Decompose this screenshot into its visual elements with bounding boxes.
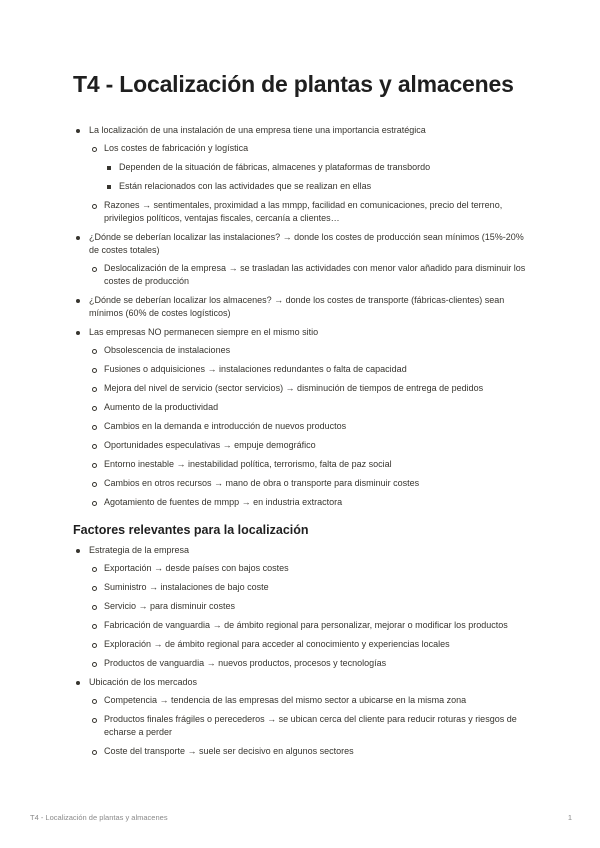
footer-document-title: T4 - Localización de plantas y almacenes <box>30 813 168 822</box>
list-item-text: Ubicación de los mercados <box>89 677 198 687</box>
page-title: T4 - Localización de plantas y almacenes <box>73 71 514 97</box>
list-item-text: Obsolescencia de instalaciones <box>104 345 231 355</box>
list-item <box>73 231 535 288</box>
list-item-text: Oportunidades especulativas → empuje demográfico <box>104 440 316 450</box>
sub-list <box>89 142 535 225</box>
bullet-circle <box>92 444 97 449</box>
list-item <box>104 180 535 193</box>
list-item <box>89 581 535 594</box>
bullet-circle <box>92 662 97 667</box>
list-item <box>73 124 535 225</box>
list-item <box>89 477 535 490</box>
bullet-circle <box>92 699 97 704</box>
list-item-text: Fabricación de vanguardia → de ámbito regional para personalizar, mejorar o modificar los productos <box>104 620 508 630</box>
list-item-text: Agotamiento de fuentes de mmpp → en industria extractora <box>104 497 343 507</box>
list-item <box>89 142 535 193</box>
bullet-circle <box>92 387 97 392</box>
bullet-disc <box>76 129 80 133</box>
bullet-disc <box>76 236 80 240</box>
list-item <box>89 420 535 433</box>
bullet-square <box>107 185 111 189</box>
list-item-text: Suministro → instalaciones de bajo coste <box>104 582 269 592</box>
bullet-disc <box>76 681 80 685</box>
list-item-text: La localización de una instalación de una empresa tiene una importancia estratégica <box>89 125 426 135</box>
bullet-circle <box>92 567 97 572</box>
list-item <box>73 294 535 320</box>
main-list <box>73 124 535 509</box>
list-item-text: Dependen de la situación de fábricas, almacenes y plataformas de transbordo <box>119 162 431 172</box>
list-item <box>89 713 535 739</box>
list-item-text: Estrategia de la empresa <box>89 545 190 555</box>
bullet-circle <box>92 463 97 468</box>
sub-list <box>89 694 535 758</box>
bullet-circle <box>92 624 97 629</box>
section-heading: Factores relevantes para la localización <box>73 523 309 537</box>
list-item-text: Cambios en otros recursos → mano de obra o transporte para disminuir costes <box>104 478 420 488</box>
list-item <box>89 401 535 414</box>
list-item-text: ¿Dónde se deberían localizar los almacenes? → donde los costes de transporte (fábricas-clientes) sean mínimos (60% de costes logísticos) <box>89 295 505 318</box>
footer-page-number: 1 <box>567 813 572 822</box>
list-item <box>73 544 535 670</box>
list-item-text: Cambios en la demanda e introducción de nuevos productos <box>104 421 347 431</box>
bullet-circle <box>92 368 97 373</box>
bullet-circle <box>92 406 97 411</box>
list-item-text: Mejora del nivel de servicio (sector servicios) → disminución de tiempos de entrega de pedidos <box>104 383 484 393</box>
list-item <box>89 199 535 225</box>
list-item <box>89 562 535 575</box>
list-item-text: Están relacionados con las actividades que se realizan en ellas <box>119 181 372 191</box>
bullet-square <box>107 166 111 170</box>
list-item <box>89 638 535 651</box>
list-item <box>89 694 535 707</box>
bullet-circle <box>92 204 97 209</box>
list-item <box>89 382 535 395</box>
list-item-text: Competencia → tendencia de las empresas del mismo sector a ubicarse en la misma zona <box>104 695 467 705</box>
list-item-text: Los costes de fabricación y logística <box>104 143 249 153</box>
bullet-circle <box>92 147 97 152</box>
list-item-text: Exploración → de ámbito regional para acceder al conocimiento y experiencias locales <box>104 639 450 649</box>
list-item-text: Entorno inestable → inestabilidad política, terrorismo, falta de paz social <box>104 459 392 469</box>
bullet-circle <box>92 501 97 506</box>
list-item <box>73 676 535 758</box>
list-item <box>73 326 535 509</box>
list-item-text: Fusiones o adquisiciones → instalaciones redundantes o falta de capacidad <box>104 364 407 374</box>
list-item <box>89 363 535 376</box>
document-page <box>73 68 535 764</box>
list-item-text: Servicio → para disminuir costes <box>104 601 236 611</box>
list-item <box>89 344 535 357</box>
list-item-text: Coste del transporte → suele ser decisivo en algunos sectores <box>104 746 354 756</box>
bullet-disc <box>76 549 80 553</box>
list-item-text: Aumento de la productividad <box>104 402 219 412</box>
sub-sub-list <box>104 161 535 193</box>
list-item <box>89 619 535 632</box>
bullet-circle <box>92 586 97 591</box>
bullet-circle <box>92 605 97 610</box>
list-item-text: Productos finales frágiles o perecederos → se ubican cerca del cliente para reducir roturas y riesgos de echarse a perder <box>104 714 517 737</box>
list-item-text: ¿Dónde se deberían localizar las instalaciones? → donde los costes de producción sean mínimos (15%-20% de costes totales) <box>89 232 524 255</box>
bullet-circle <box>92 349 97 354</box>
list-item <box>89 745 535 758</box>
list-item <box>89 600 535 613</box>
bullet-circle <box>92 643 97 648</box>
list-item <box>89 262 535 288</box>
bullet-disc <box>76 331 80 335</box>
list-item <box>89 439 535 452</box>
sub-list <box>89 262 535 288</box>
bullet-circle <box>92 482 97 487</box>
bullet-circle <box>92 718 97 723</box>
bullet-circle <box>92 750 97 755</box>
bullet-circle <box>92 425 97 430</box>
list-item-text: Productos de vanguardia → nuevos productos, procesos y tecnologías <box>104 658 387 668</box>
list-item <box>104 161 535 174</box>
sub-list <box>89 562 535 670</box>
factors-list <box>73 544 535 758</box>
bullet-disc <box>76 299 80 303</box>
list-item-text: Las empresas NO permanecen siempre en el mismo sitio <box>89 327 319 337</box>
sub-list <box>89 344 535 509</box>
list-item-text: Deslocalización de la empresa → se trasladan las actividades con menor valor añadido para disminuir los costes de producción <box>104 263 526 286</box>
list-item-text: Exportación → desde países con bajos costes <box>104 563 289 573</box>
list-item-text: Razones → sentimentales, proximidad a las mmpp, facilidad en comunicaciones, precio del terreno, privilegios políticos, ventajas fiscales, cercanía a clientes… <box>104 200 503 223</box>
list-item <box>89 496 535 509</box>
bullet-circle <box>92 267 97 272</box>
list-item <box>89 458 535 471</box>
list-item <box>89 657 535 670</box>
